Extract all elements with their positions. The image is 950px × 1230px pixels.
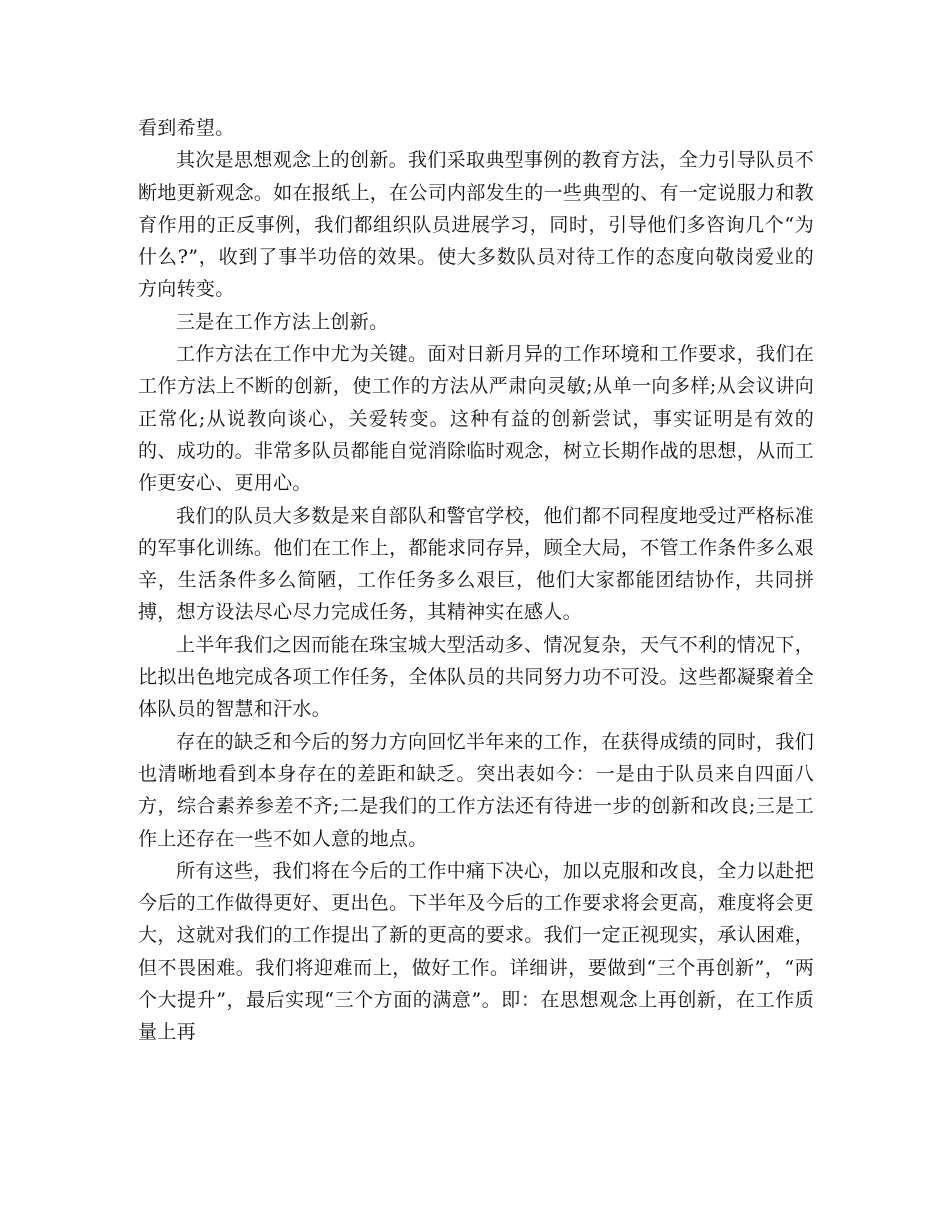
- paragraph: 三是在工作方法上创新。: [176, 310, 389, 333]
- paragraph: 我们的队员大多数是来自部队和警官学校，他们都不同程度地受过严格标准的军事化训练。他们在工作上，都能求同存异，顾全大局，不管工作条件多么艰辛，生活条件多么简陋，工作任务多么艰巨，他们大家都能团结协作，共同拼搏，想方设法尽心尽力完成任务，其精神实在感人。: [138, 504, 814, 624]
- paragraph: 其次是思想观念上的创新。我们采取典型事例的教育方法，全力引导队员不断地更新观念。如在报纸上，在公司内部发生的一些典型的、有一定说服力和教育作用的正反事例，我们都组织队员进展学习，同时，引导他们多咨询几个“为什么?”，收到了事半功倍的效果。使大多数队员对待工作的态度向敬岗爱业的方向转变。: [138, 149, 814, 301]
- paragraph: 上半年我们之因而能在珠宝城大型活动多、情况复杂，天气不利的情况下，比拟出色地完成各项工作任务，全体队员的共同努力功不可没。这些都凝聚着全体队员的智慧和汗水。: [138, 633, 814, 721]
- paragraph: 看到希望。: [138, 117, 235, 139]
- paragraph: 存在的缺乏和今后的努力方向回忆半年来的工作，在获得成绩的同时，我们也清晰地看到本身存在的差距和缺乏。突出表如今：一是由于队员来自四面八方，综合素养参差不齐;二是我们的工作方法还有待进一步的创新和改良;三是工作上还存在一些不如人意的地点。: [138, 730, 814, 850]
- paragraph: 工作方法在工作中尤为关键。面对日新月异的工作环境和工作要求，我们在工作方法上不断的创新，使工作的方法从严肃向灵敏;从单一向多样;从会议讲向正常化;从说教向谈心，关爱转变。这种有益的创新尝试，事实证明是有效的的、成功的。非常多队员都能自觉消除临时观念，树立长期作战的思想，从而工作更安心、更用心。: [138, 343, 814, 495]
- paragraph: 所有这些，我们将在今后的工作中痛下决心，加以克服和改良，全力以赴把今后的工作做得更好、更出色。下半年及今后的工作要求将会更高，难度将会更大，这就对我们的工作提出了新的更高的要求。我们一定正视现实，承认困难，但不畏困难。我们将迎难而上，做好工作。详细讲，要做到“三个再创新”，“两个大提升”，最后实现“三个方面的满意”。即：在思想观念上再创新，在工作质量上再: [138, 859, 814, 1044]
- document-body: [138, 112, 814, 1049]
